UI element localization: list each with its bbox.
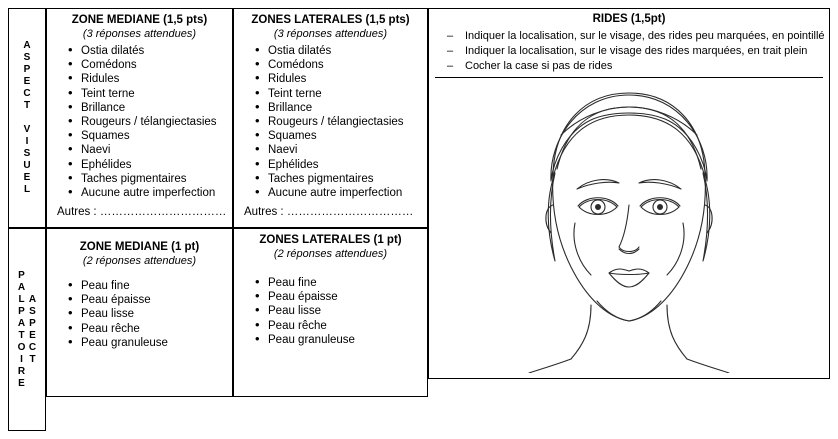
list-item[interactable]: • Peau lisse (268, 304, 427, 318)
list-item[interactable]: • Ostia dilatés (81, 44, 232, 58)
zone-mediane-visuel-title: ZONE MEDIANE (1,5 pts) (71, 14, 208, 26)
list-item[interactable]: • Teint terne (81, 87, 232, 101)
list-item[interactable]: • Squames (81, 129, 232, 143)
list-item[interactable]: • Peau fine (268, 276, 427, 290)
list-item[interactable]: • Ephélides (81, 158, 232, 172)
list-item[interactable]: • Rougeurs / télangiectasies (81, 115, 232, 129)
list-item[interactable]: • Peau lisse (81, 307, 232, 321)
list-item[interactable]: • Taches pigmentaires (268, 172, 427, 186)
row-label-aspect-palpatoire-text: ASPECT PALPATOIRE (16, 269, 38, 390)
row-label-aspect-visuel-text: ASPECT VISUEL (21, 40, 33, 196)
list-item[interactable]: • Ostia dilatés (268, 44, 427, 58)
zones-laterales-palpatoire-title: ZONES LATERALES (1 pt) (259, 234, 402, 246)
cell-zones-laterales-visuel (233, 8, 428, 228)
list-item[interactable]: • Peau épaisse (81, 293, 232, 307)
list-item[interactable]: • Taches pigmentaires (81, 172, 232, 186)
zone-mediane-palpatoire-subtitle: (2 réponses attendues) (82, 255, 197, 267)
list-item[interactable]: • Naevi (268, 143, 427, 157)
list-item[interactable]: • Aucune autre imperfection (268, 186, 427, 200)
list-item[interactable]: • Ephélides (268, 158, 427, 172)
list-item[interactable]: • Ridules (268, 72, 427, 86)
zone-mediane-palpatoire-title: ZONE MEDIANE (1 pt) (79, 241, 200, 253)
face-diagram[interactable] (479, 73, 779, 373)
zone-mediane-visuel-subtitle: (3 réponses attendues) (82, 28, 197, 40)
list-item[interactable]: • Teint terne (268, 87, 427, 101)
list-item[interactable]: • Peau fine (81, 279, 232, 293)
rides-title: RIDES (1,5pt) (592, 13, 666, 25)
row-label-aspect-visuel (8, 8, 46, 228)
rides-instructions (429, 29, 829, 74)
list-item[interactable]: • Naevi (81, 143, 232, 157)
zones-laterales-visuel-list (234, 44, 427, 200)
cell-rides (428, 8, 830, 379)
row-label-aspect-palpatoire (8, 228, 46, 431)
list-item[interactable]: • Peau épaisse (268, 290, 427, 304)
cell-zone-mediane-palpatoire (46, 228, 233, 397)
face-figure[interactable] (429, 73, 829, 376)
list-item[interactable]: • Peau rêche (268, 319, 427, 333)
list-item[interactable]: • Comédons (81, 58, 232, 72)
list-item[interactable]: • Rougeurs / télangiectasies (268, 115, 427, 129)
list-item[interactable]: • Brillance (268, 101, 427, 115)
zones-laterales-visuel-autres-field[interactable]: Autres : …………………………… (244, 206, 414, 219)
list-item[interactable]: • Aucune autre imperfection (81, 186, 232, 200)
list-item[interactable]: • Squames (268, 129, 427, 143)
cell-zone-mediane-visuel (46, 8, 233, 228)
list-item[interactable]: • Peau granuleuse (268, 333, 427, 347)
zone-mediane-palpatoire-list (47, 279, 232, 350)
zones-laterales-visuel-title: ZONES LATERALES (1,5 pts) (251, 14, 410, 26)
zones-laterales-palpatoire-subtitle: (2 réponses attendues) (273, 248, 388, 260)
list-item[interactable]: • Peau granuleuse (81, 336, 232, 350)
list-item[interactable]: • Peau rêche (81, 322, 232, 336)
zones-laterales-visuel-subtitle: (3 réponses attendues) (273, 28, 388, 40)
cell-zones-laterales-palpatoire (233, 228, 428, 397)
list-item[interactable]: • Ridules (81, 72, 232, 86)
rides-instruction-item[interactable]: – Cocher la case si pas de rides (429, 59, 829, 74)
zone-mediane-visuel-autres-field[interactable]: Autres : …………………………… (57, 206, 227, 219)
zone-mediane-visuel-list (47, 44, 232, 200)
rides-instruction-item: – Indiquer la localisation, sur le visage, des rides peu marquées, en pointillé (429, 29, 829, 44)
list-item[interactable]: • Comédons (268, 58, 427, 72)
rides-instruction-item: – Indiquer la localisation, sur le visage des rides marquées, en trait plein (429, 44, 829, 59)
zones-laterales-palpatoire-list (234, 276, 427, 347)
list-item[interactable]: • Brillance (81, 101, 232, 115)
